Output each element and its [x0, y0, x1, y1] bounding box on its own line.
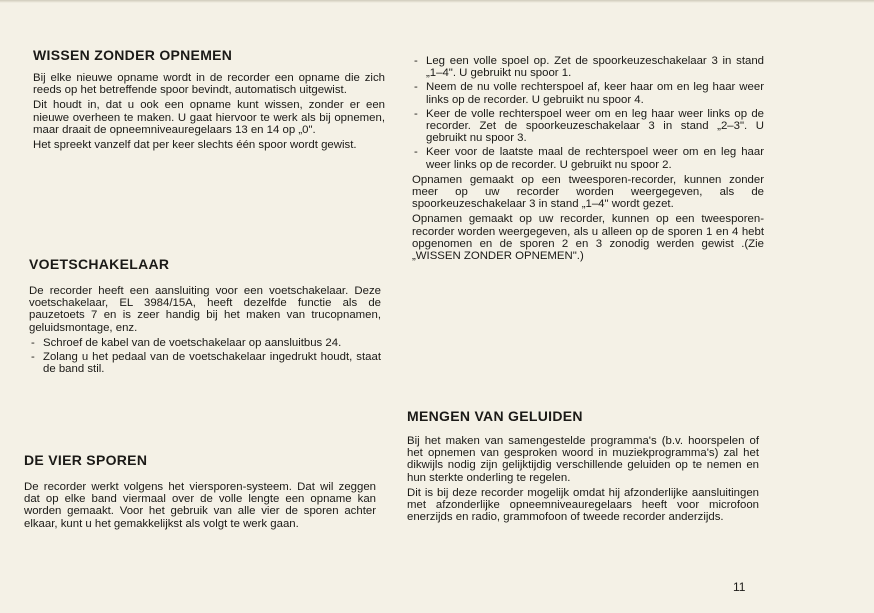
heading-wissen-zonder-opnemen: WISSEN ZONDER OPNEMEN	[33, 47, 233, 63]
paragraph: Het spreekt vanzelf dat per keer slechts één spoor wordt gewist.	[33, 139, 357, 152]
heading-voetschakelaar: VOETSCHAKELAAR	[29, 256, 170, 272]
list-item: - Keer voor de laatste maal de rechterspoel weer om en leg haar weer links op de recorder. U gebruikt nu spoor 2.	[412, 146, 764, 170]
list-item: - Leg een volle spoel op. Zet de spoorkeuzeschakelaar 3 in stand „1–4". U gebruikt nu spoor 1.	[412, 55, 764, 79]
track-step-list	[412, 55, 764, 171]
list-item: - Schroef de kabel van de voetschakelaar op aansluitbus 24.	[29, 337, 381, 349]
paragraph: Bij het maken van samengestelde programma's (b.v. hoorspelen of het opnemen van gesproken woord in muziekprogramma's) zal het dikwijls nodig zijn gelijktijdig verschillende geluiden op te nemen en hun sterkte onderling te regelen.	[407, 435, 759, 484]
paragraph: De recorder heeft een aansluiting voor een voetschakelaar. Deze voetschakelaar, EL 3984/15A, heeft dezelfde functie als de pauzetoets 7 en is zeer handig bij het maken van trucopnamen, geluidsmontage, enz.	[29, 285, 381, 334]
list-item: - Keer de volle rechterspoel weer om en leg haar weer links op de recorder. Zet de spoorkeuzeschakelaar 3 in stand „2–3". U gebruikt nu spoor 3.	[412, 108, 764, 145]
list-item: - Zolang u het pedaal van de voetschakelaar ingedrukt houdt, staat de band stil.	[29, 351, 381, 375]
heading-de-vier-sporen: DE VIER SPOREN	[24, 452, 148, 468]
section-track-steps	[412, 55, 764, 265]
list-item: - Neem de nu volle rechterspoel af, keer haar om en leg haar weer links op de recorder. U gebruikt nu spoor 4.	[412, 81, 764, 105]
paragraph: Bij elke nieuwe opname wordt in de recorder een opname die zich reeds op het betreffende spoor bevindt, automatisch uitgewist.	[33, 72, 385, 97]
page-edge	[0, 0, 874, 3]
section-voetschakelaar	[29, 255, 381, 378]
paragraph: Opnamen gemaakt op een tweesporen-recorder, kunnen zonder meer op uw recorder worden weergegeven, als de spoorkeuzeschakelaar 3 in stand „1–4" wordt gezet.	[412, 173, 764, 211]
page-number: 11	[733, 580, 746, 594]
instruction-list	[29, 337, 381, 376]
section-de-vier-sporen	[24, 451, 376, 533]
section-mengen-van-geluiden	[407, 407, 759, 526]
paragraph: Opnamen gemaakt op uw recorder, kunnen op een tweesporen-recorder worden weergegeven, als u alleen op de sporen 1 en 4 hebt opgenomen en de sporen 2 en 3 zonodig werden gewist .(Zie „WISSEN ZONDER OPNEMEN".)	[412, 213, 764, 263]
paragraph: De recorder werkt volgens het viersporen-systeem. Dat wil zeggen dat op elke band viermaal over de volle lengte een opname kan worden gemaakt. Voor het gebruik van alle vier de sporen achter elkaar, kunt u het gemakkelijkst als volgt te werk gaan.	[24, 481, 376, 530]
paragraph: Dit houdt in, dat u ook een opname kunt wissen, zonder er een nieuwe overheen te maken. U gaat hiervoor te werk als bij opnemen, maar draait de opneemniveauregelaars 13 en 14 op „0".	[33, 99, 385, 136]
section-wissen-zonder-opnemen	[33, 46, 385, 154]
paragraph: Dit is bij deze recorder mogelijk omdat hij afzonderlijke aansluitingen met afzonderlijke opneemniveauregelaars heeft voor microfoon enerzijds en radio, grammofoon of tweede recorder anderzijds.	[407, 486, 759, 524]
heading-mengen-van-geluiden: MENGEN VAN GELUIDEN	[407, 408, 583, 424]
